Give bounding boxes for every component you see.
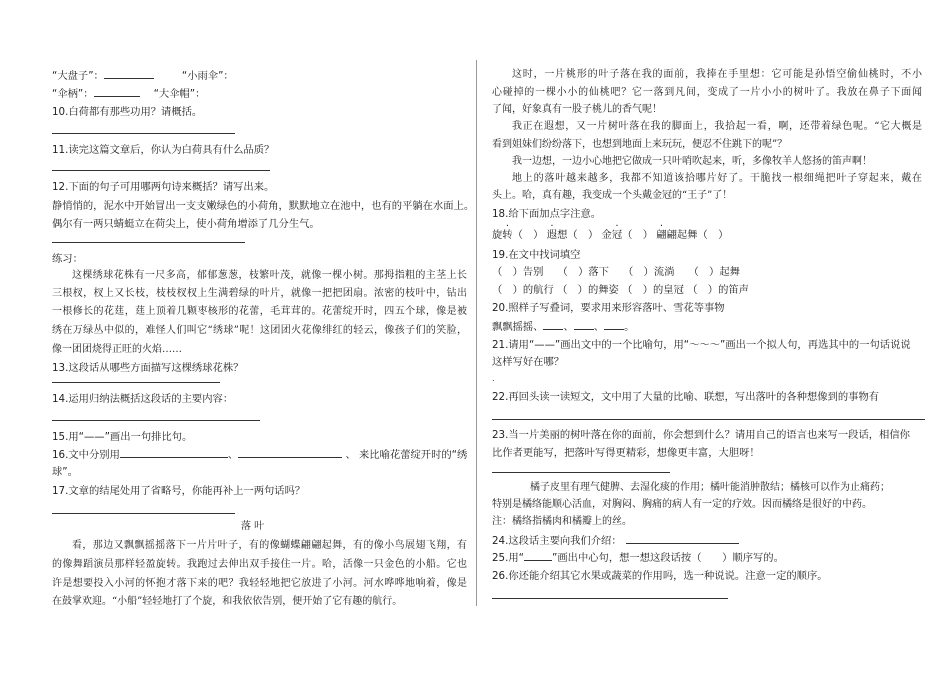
question-10: 10.白荷都有那些功用？请概括。: [52, 106, 203, 118]
pinyin-item: [656, 229, 728, 241]
fill-item[interactable]: （ ）的笛声: [687, 284, 749, 296]
question-26: 26.你还能介绍其它水果或蔬菜的作用吗，选一种说说。注意一定的顺序。: [492, 570, 828, 582]
passage-line: 看到姐妹们纷纷落下，也想到地面上来玩玩，便忍不住跳下的呢”？: [492, 139, 788, 150]
question-16: [52, 447, 467, 462]
question-25-text: 25.用“: [492, 552, 525, 564]
question-24-text: 24.这段话主要向我们介绍：: [492, 535, 622, 547]
question-20: 20.照样子写叠词，要求用来形容落叶、雪花等事物: [492, 302, 725, 314]
pinyin-item: [547, 229, 598, 241]
answer-line[interactable]: [52, 513, 235, 514]
char: 旋: [492, 229, 503, 241]
passage-line: 我一边想，一边小心地把它做成一只叶哨吹起来，听，多像牧羊人悠扬的笛声啊！: [512, 156, 872, 167]
answer-line[interactable]: [492, 419, 925, 420]
question-12-text: 偶尔有一两只蜻蜓立在荷尖上，使小荷角增添了几分生气。: [52, 218, 320, 230]
question-11: 11.读完这篇文章后，你认为白荷具有什么品质？: [52, 144, 275, 156]
answer-mark: .: [492, 374, 495, 383]
answer-blank[interactable]: [524, 550, 552, 561]
question-25: [492, 550, 784, 565]
fill-item[interactable]: （ ）告别: [492, 266, 544, 278]
passage-line: 看，那边又飘飘摇摇落下一片片叶子，有的像蝴蝶翩翩起舞，有的像小鸟展翅飞翔，有: [72, 540, 467, 551]
question-19-row-2: [492, 283, 749, 297]
fill-line-1: [52, 68, 234, 83]
question-17: 17.文章的结尾处用了省略号，你能再补上一两句话吗？: [52, 485, 306, 497]
practice-label: 练习：: [52, 253, 83, 265]
answer-line[interactable]: [52, 382, 220, 383]
passage-line: 三根杈，杈上又长枝，枝枝杈杈上生满碧绿的叶片，就像一把把团扇。浓密的枝叶中，钻出: [52, 288, 467, 299]
answer-blank[interactable]: [238, 447, 342, 458]
dotted-char: 冠: [611, 229, 623, 241]
dotted-char: 转: [502, 229, 513, 241]
answer-blank[interactable]: [120, 447, 228, 458]
answer-blank[interactable]: [104, 68, 154, 79]
question-25-text: ”画出中心句，想一想这段话按（ ）顺序写的。: [552, 552, 784, 564]
answer-blank[interactable]: [574, 319, 594, 330]
passage-title: 落 叶: [241, 521, 265, 532]
question-20-answer: [492, 319, 634, 334]
example-word: 飘飘摇摇、: [492, 321, 544, 333]
question-18: 18.给下面加点字注意。: [492, 208, 602, 220]
question-16-cont: 球”。: [52, 466, 78, 478]
passage-line: 头上。哈，真有趣，我变成一个头戴金冠的“王子”了！: [492, 190, 733, 201]
answer-blank[interactable]: [626, 533, 739, 544]
question-23: 23.当一片美丽的树叶落在你的面前，你会想到什么？请用自己的语言也来写一段话，相信你: [492, 429, 910, 441]
question-22: 22.再回头读一读短文，文中用了大量的比喻、联想，写出落叶的各种想像到的事物有: [492, 391, 880, 403]
question-19: 19.在文中找词填空: [492, 249, 581, 261]
passage-line: 地上的落叶越来越多，我都不知道该拾哪片好了。干脆找一根细绳把叶子穿起来，戴在: [512, 173, 922, 184]
answer-paren[interactable]: （ ）: [622, 229, 654, 241]
question-12-text: 静悄悄的，泥水中开始冒出一支支嫩绿色的小荷角，默默地立在池中，也有的平躺在水面上。: [52, 200, 475, 212]
answer-paren[interactable]: 想（ ）: [557, 229, 599, 241]
dotted-char: 遐: [546, 229, 558, 241]
answer-blank[interactable]: [604, 319, 624, 330]
answer-paren[interactable]: 翩起舞（ ）: [666, 229, 729, 241]
passage-line: 特别是橘络能顺心活血，对胸闷、胸痛的病人有一定的疗效。因而橘络是很好的中药。: [492, 499, 872, 510]
question-12: 12.下面的句子可用哪两句诗来概括？请写出来。: [52, 181, 275, 193]
passage-line: 橘子皮里有理气健脾、去湿化痰的作用；橘叶能消肿散结；橘核可以作为止痛药；: [530, 482, 890, 493]
dotted-char: 翩: [656, 229, 667, 241]
label-xiao-yusan: “小雨伞”：: [181, 70, 234, 82]
question-23-cont: 比作者更能写，把落叶写得更精彩，想像更丰富，大胆呀！: [492, 447, 760, 459]
question-19-row-1: [492, 265, 740, 279]
separator: 、: [227, 449, 239, 461]
fill-item[interactable]: （ ）起舞: [688, 266, 740, 278]
question-24: [492, 533, 739, 548]
question-16-text: 16.文中分别用: [52, 449, 120, 461]
question-16-text: 、 来比喻花蕾绽开时的“绣: [342, 449, 468, 461]
answer-line[interactable]: [492, 472, 670, 473]
separator: 、: [593, 321, 605, 333]
passage-note: 注：橘络指橘肉和橘瓣上的丝。: [492, 516, 632, 527]
pinyin-item: [602, 229, 653, 241]
answer-paren[interactable]: （ ）: [512, 229, 544, 241]
passage-line: 了闻，好象真有一股子桃儿的香气呢！: [492, 104, 662, 115]
question-18-items: [492, 228, 728, 242]
char: 金: [601, 229, 612, 241]
question-21: 21.请用“——”画出文中的一个比喻句，用“～～～”画出一个拟人句，再选其中的一句话说说: [492, 339, 911, 351]
separator: 、: [563, 321, 574, 333]
fill-item[interactable]: （ ）落下: [557, 266, 609, 278]
passage-line: 的像舞蹈演员那样轻盈旋转。我跑过去伸出双手接住一片。哈，活像一只金色的小船。它也: [52, 559, 467, 570]
fill-item[interactable]: （ ）的皇冠: [622, 284, 684, 296]
label-da-sanmao: “大伞帽”：: [153, 88, 206, 100]
fill-item[interactable]: （ ）的航行: [492, 284, 554, 296]
answer-line[interactable]: [52, 133, 235, 134]
question-21-cont: 这样写好在哪？: [492, 356, 565, 368]
passage-line: 绣在万绿丛中似的，难怪人们叫它“绣球”呢！这团团火花像绯红的轻云，像孩子们的笑脸，: [52, 325, 467, 336]
answer-blank[interactable]: [94, 86, 140, 97]
column-divider: [476, 60, 477, 606]
answer-line[interactable]: [52, 242, 245, 243]
question-14: 14.运用归纳法概括这段话的主要内容：: [52, 393, 234, 405]
answer-line[interactable]: [52, 170, 270, 171]
passage-line: 这时，一片桃形的叶子落在我的面前，我捧在手里想：它可能是孙悟空偷仙桃时，不小: [512, 69, 922, 80]
question-15: 15.用“——”画出一句排比句。: [52, 431, 193, 443]
passage-line: 我正在遐想，又一片树叶落在我的脚面上，我拾起一看，啊，还带着绿色呢。“它大概是: [512, 121, 922, 132]
label-da-panzi: “大盘子”：: [52, 70, 104, 82]
label-san-bing: “伞柄”：: [52, 88, 94, 100]
question-13: 13.这段话从哪些方面描写这棵绣球花株？: [52, 362, 244, 374]
passage-line: 一根修长的花莛，莛上顶着几颗枣核形的花蕾，毛茸茸的。花蕾绽开时，四五个球，像是被: [52, 306, 467, 317]
answer-line[interactable]: [492, 598, 728, 599]
fill-item[interactable]: （ ）流淌: [622, 266, 675, 278]
answer-line[interactable]: [52, 420, 260, 421]
period: 。: [624, 321, 635, 333]
passage-line: 在鼓掌欢迎。“小船”轻轻地打了个旋，和我依依告别，便开始了它有趣的航行。: [52, 596, 403, 607]
passage-line: 许是想要投入小河的怀抱才落下来的吧？我轻轻地把它放进了小河。河水哗哗地响着，像是: [52, 578, 467, 589]
passage-line: 像一团团烧得正旺的火焰……: [52, 344, 182, 355]
answer-blank[interactable]: [543, 319, 563, 330]
fill-line-2: [52, 86, 205, 101]
pinyin-item: [492, 229, 543, 241]
fill-item[interactable]: （ ）的舞姿: [557, 284, 619, 296]
passage-line: 这棵绣球花株有一尺多高，郁郁葱葱，枝繁叶茂，就像一棵小树。那拇指粗的主茎上长: [72, 270, 467, 281]
passage-line: 心碰掉的一棵小小的仙桃吧？它一落到凡间，变成了一片小小的树叶了。我放在鼻子下面闻: [492, 87, 922, 98]
